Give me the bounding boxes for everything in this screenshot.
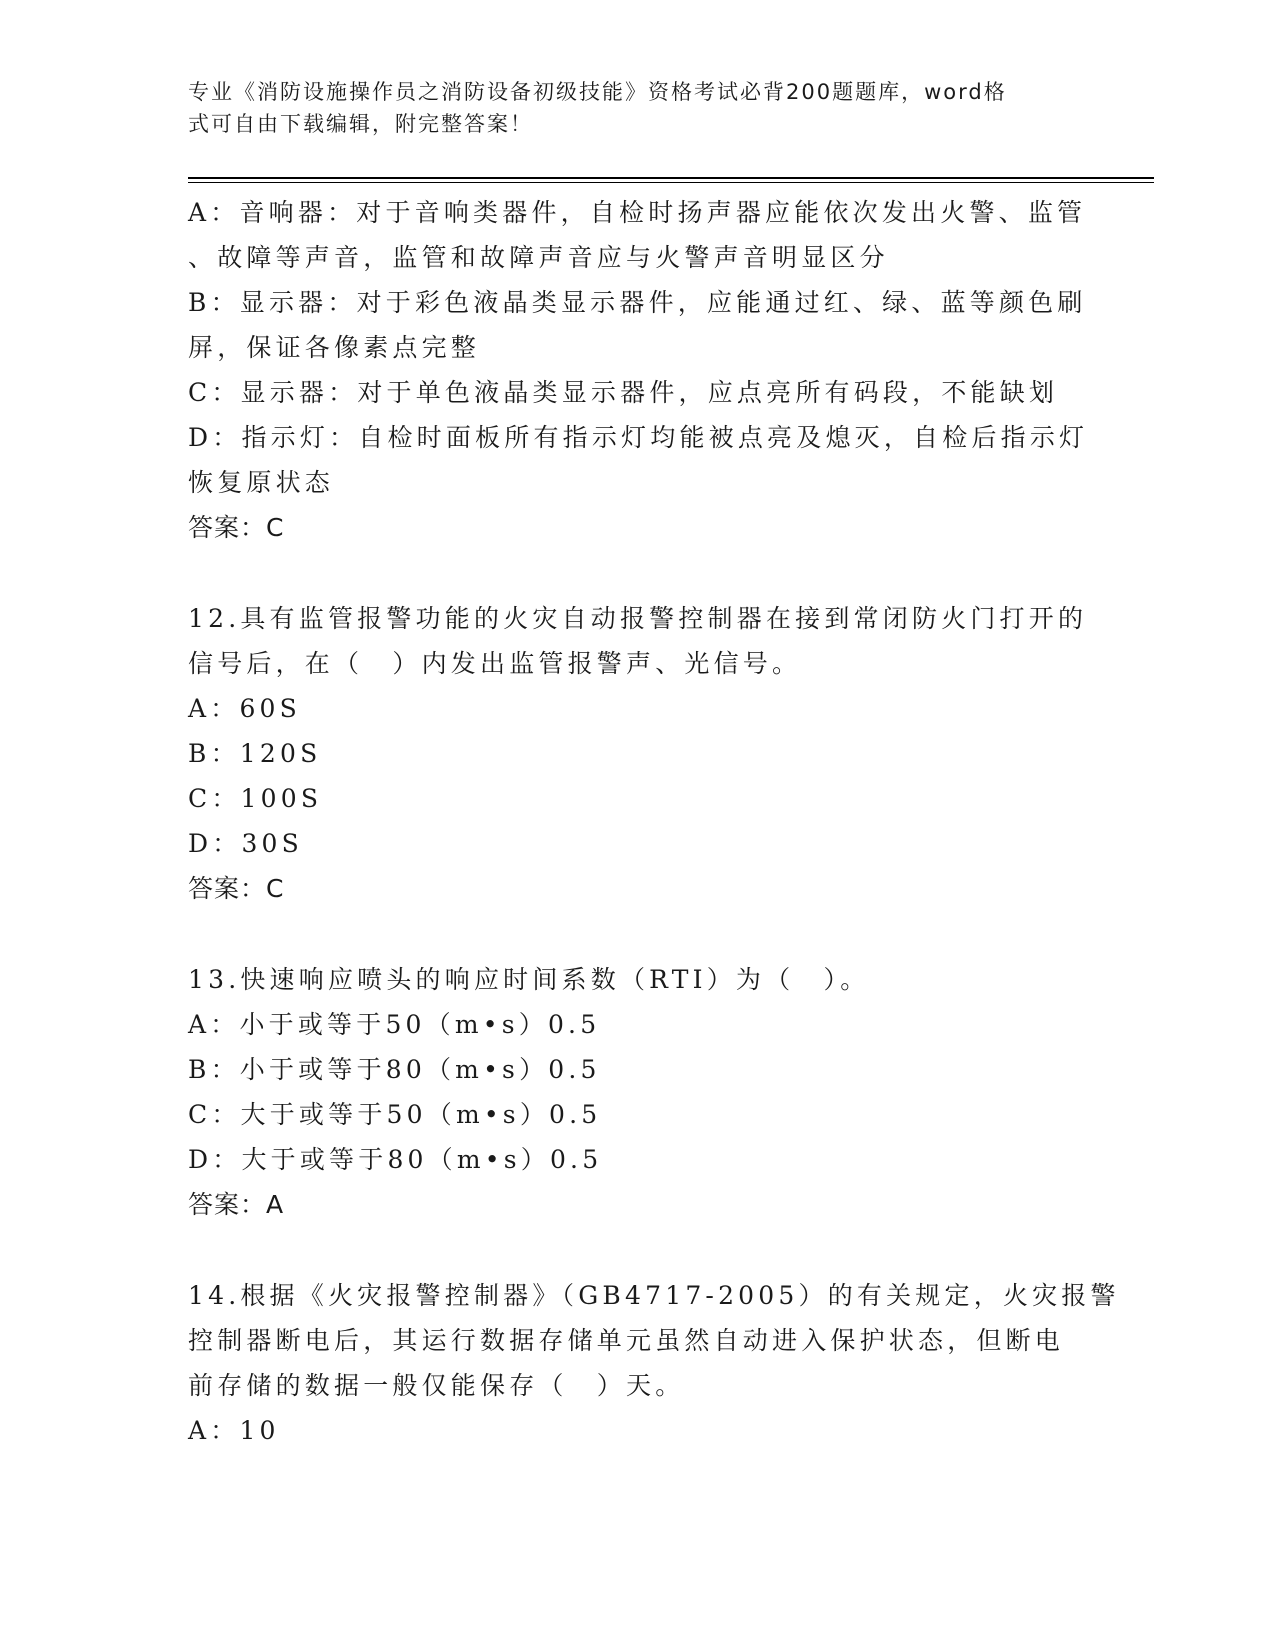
- option-a: A：10: [188, 1416, 280, 1445]
- header-divider-thin: [188, 182, 1154, 183]
- option-b-line-2: 屏，保证各像素点完整: [188, 333, 481, 362]
- document-header: [188, 76, 1068, 140]
- option-b: B：小于或等于80（m•s）0.5: [188, 1055, 601, 1084]
- question-list: [188, 190, 1120, 1453]
- answer: 答案：C: [188, 513, 285, 542]
- option-b-line-1: B：显示器：对于彩色液晶类显示器件，应能通过红、绿、蓝等颜色刷: [188, 288, 1087, 317]
- header-divider-thick: [188, 177, 1154, 179]
- option-c: C：显示器：对于单色液晶类显示器件，应点亮所有码段，不能缺划: [188, 378, 1059, 407]
- option-a-line-2: 、故障等声音，监管和故障声音应与火警声音明显区分: [188, 243, 889, 272]
- question-stem-line-2: 信号后，在（ ）内发出监管报警声、光信号。: [188, 649, 802, 678]
- question-stem-line-1: 14.根据《火灾报警控制器》（GB4717-2005）的有关规定，火灾报警: [188, 1281, 1120, 1310]
- question-stem-line-3: 前存储的数据一般仅能保存（ ）天。: [188, 1371, 685, 1400]
- option-a: A：小于或等于50（m•s）0.5: [188, 1010, 601, 1039]
- question-stem-line-2: 控制器断电后，其运行数据存储单元虽然自动进入保护状态，但断电: [188, 1326, 1065, 1355]
- option-d-line-1: D：指示灯：自检时面板所有指示灯均能被点亮及熄灭，自检后指示灯: [188, 423, 1089, 452]
- option-d-line-2: 恢复原状态: [188, 468, 335, 497]
- answer: 答案：A: [188, 1190, 285, 1219]
- question-13: [188, 957, 1088, 1227]
- option-d: D：大于或等于80（m•s）0.5: [188, 1145, 603, 1174]
- option-c: C：100S: [188, 784, 323, 813]
- header-line-1: 专业《消防设施操作员之消防设备初级技能》资格考试必背200题题库，word格: [188, 80, 1007, 104]
- question-stem: 13.快速响应喷头的响应时间系数（RTI）为（ ）。: [188, 965, 870, 994]
- question-11: [188, 190, 1088, 550]
- answer: 答案：C: [188, 874, 285, 903]
- question-14: [188, 1273, 1120, 1453]
- option-a-line-1: A：音响器：对于音响类器件，自检时扬声器应能依次发出火警、监管: [188, 198, 1087, 227]
- header-line-2: 式可自由下载编辑，附完整答案！: [188, 112, 533, 136]
- option-d: D：30S: [188, 829, 303, 858]
- option-a: A：60S: [188, 694, 301, 723]
- question-stem-line-1: 12.具有监管报警功能的火灾自动报警控制器在接到常闭防火门打开的: [188, 604, 1088, 633]
- option-b: B：120S: [188, 739, 322, 768]
- option-c: C：大于或等于50（m•s）0.5: [188, 1100, 602, 1129]
- question-12: [188, 596, 1088, 911]
